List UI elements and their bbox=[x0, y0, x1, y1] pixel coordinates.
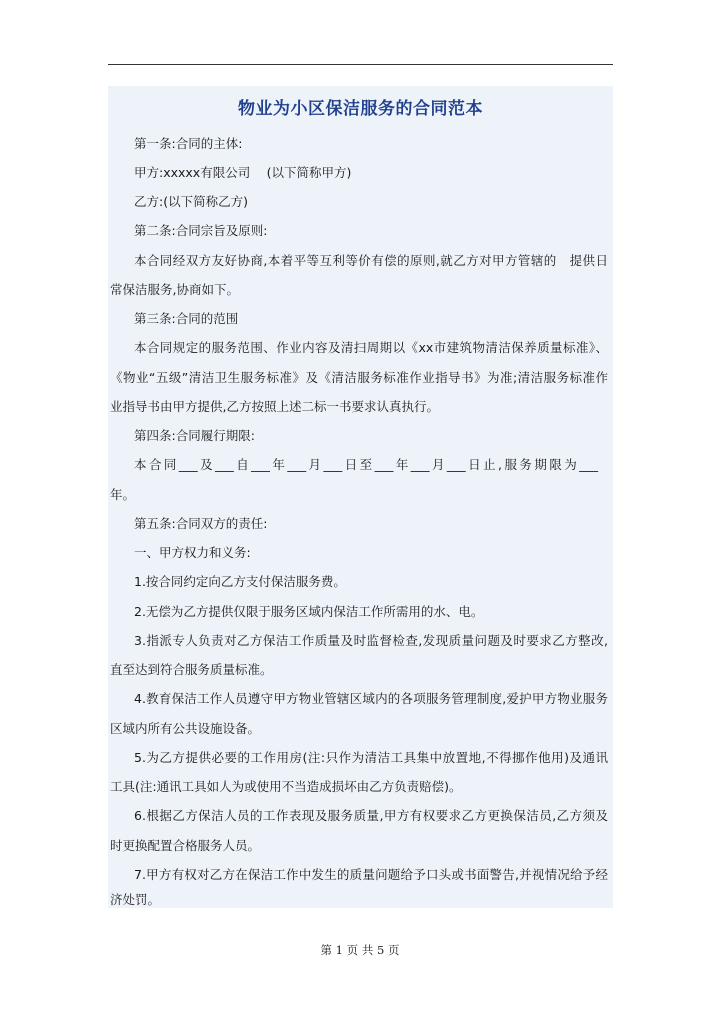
text-line: 工具(注:通讯工具如人为或使用不当造成损坏由乙方负责赔偿)。 bbox=[110, 779, 462, 794]
text-line: 6.根据乙方保洁人员的工作表现及服务质量,甲方有权要求乙方更换保洁员,乙方须及 bbox=[134, 808, 608, 823]
text-line: 济处罚。 bbox=[110, 892, 161, 907]
text-line: 7.甲方有权对乙方在保洁工作中发生的质量问题给予口头或书面警告,并视情况给予经 bbox=[134, 867, 608, 882]
text-line: 直至达到符合服务质量标准。 bbox=[110, 662, 273, 677]
text-line: 1.按合同约定向乙方支付保洁服务费。 bbox=[134, 574, 346, 589]
text-line: 《物业“五级”清洁卫生服务标准》及《清洁服务标准作业指导书》为准;清洁服务标准作 bbox=[110, 370, 608, 385]
text-line: 本合同___及___自___年___月___日至___年___月___日止,服务期限为___ bbox=[134, 457, 598, 472]
page-number: 第 1 页 共 5 页 bbox=[320, 943, 400, 957]
text-line: 本合同规定的服务范围、作业内容及清扫周期以《xx市建筑物清洁保养质量标准》、 bbox=[134, 340, 608, 355]
text-line: 第二条:合同宗旨及原则: bbox=[134, 223, 268, 238]
header-rule bbox=[108, 64, 613, 65]
text-line: 一、甲方权力和义务: bbox=[134, 545, 251, 560]
text-line: 第五条:合同双方的责任: bbox=[134, 516, 268, 531]
text-line: 乙方:(以下简称乙方) bbox=[134, 194, 248, 209]
text-line: 5.为乙方提供必要的工作用房(注:只作为清洁工具集中放置地,不得挪作他用)及通讯 bbox=[134, 750, 608, 765]
document-title: 物业为小区保洁服务的合同范本 bbox=[238, 99, 483, 119]
text-line: 业指导书由甲方提供,乙方按照上述二标一书要求认真执行。 bbox=[110, 399, 439, 414]
document-body bbox=[108, 86, 613, 908]
text-line: 第一条:合同的主体: bbox=[134, 136, 243, 151]
text-line: 3.指派专人负责对乙方保洁工作质量及时监督检查,发现质量问题及时要求乙方整改, bbox=[134, 633, 608, 648]
text-line: 时更换配置合格服务人员。 bbox=[110, 838, 261, 853]
text-line: 第四条:合同履行期限: bbox=[134, 428, 255, 443]
text-line: 年。 bbox=[110, 487, 136, 502]
text-line: 4.教育保洁工作人员遵守甲方物业管辖区域内的各项服务管理制度,爱护甲方物业服务 bbox=[134, 691, 608, 706]
text-line: 甲方:xxxxx有限公司 (以下简称甲方) bbox=[134, 165, 352, 180]
text-line: 常保洁服务,协商如下。 bbox=[110, 282, 239, 297]
text-line: 本合同经双方友好协商,本着平等互利等价有偿的原则,就乙方对甲方管辖的 提供日 bbox=[134, 253, 608, 268]
text-line: 2.无偿为乙方提供仅限于服务区域内保洁工作所需用的水、电。 bbox=[134, 604, 484, 619]
text-line: 第三条:合同的范围 bbox=[134, 311, 239, 326]
text-line: 区域内所有公共设施设备。 bbox=[110, 721, 261, 736]
